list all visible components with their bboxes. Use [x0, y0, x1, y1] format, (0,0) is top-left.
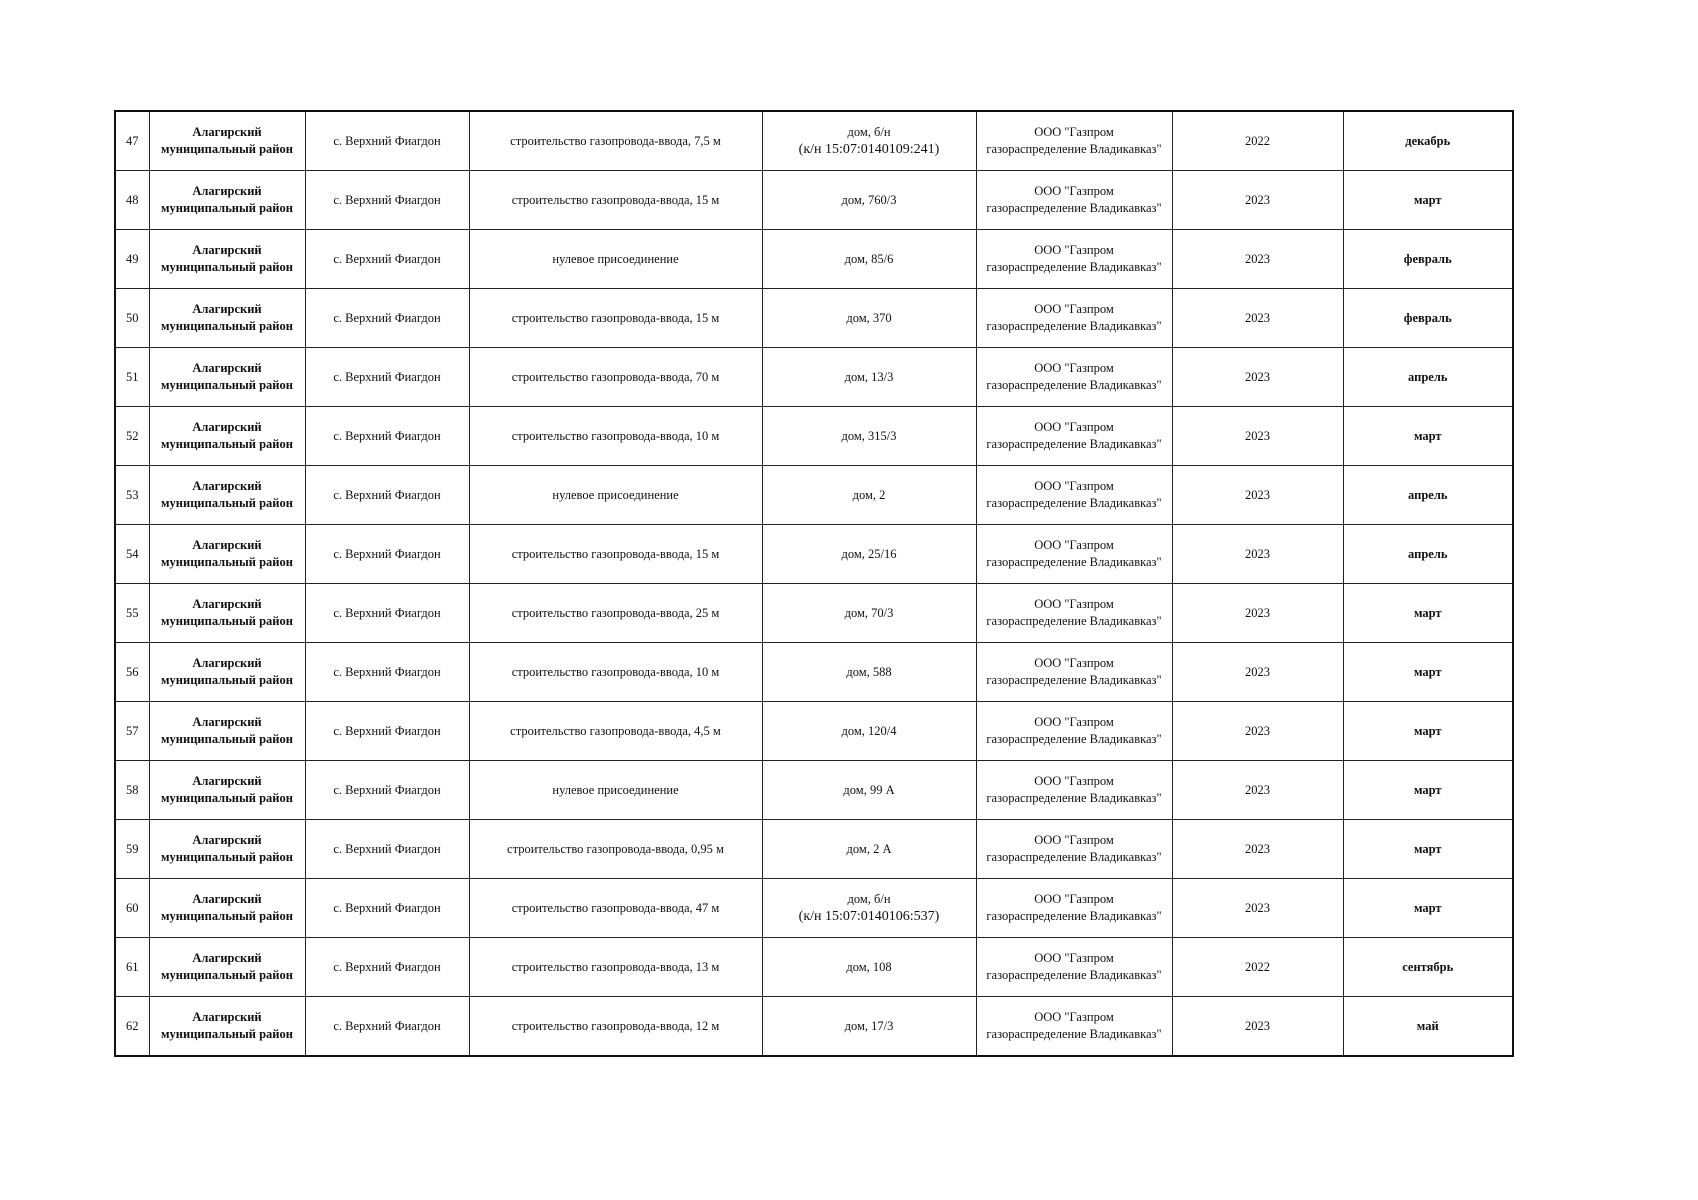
address-cell	[762, 230, 976, 289]
address-text: дом, 17/3	[844, 1018, 894, 1033]
organization-cell	[976, 525, 1172, 584]
address-text: дом, 70/3	[844, 605, 894, 620]
year-cell: 2023	[1172, 348, 1343, 407]
district-type: муниципальный район	[161, 1027, 293, 1041]
address-text: дом, 99 А	[843, 782, 895, 797]
year-cell: 2023	[1172, 820, 1343, 879]
district-name: Алагирский	[192, 243, 262, 257]
organization-name-line-2: газораспределение Владикавказ"	[986, 850, 1162, 864]
month-cell: март	[1343, 761, 1513, 820]
table-row	[115, 407, 1513, 466]
address-cell	[762, 407, 976, 466]
table-row	[115, 230, 1513, 289]
organization-cell	[976, 230, 1172, 289]
organization-name-line-2: газораспределение Владикавказ"	[986, 1027, 1162, 1041]
organization-name-line-1: ООО "Газпром	[1034, 361, 1114, 375]
row-number-cell: 47	[115, 111, 149, 171]
address-text: дом, 120/4	[841, 723, 897, 738]
district-cell	[149, 525, 305, 584]
row-number-cell: 58	[115, 761, 149, 820]
work-description-cell: нулевое присоединение	[469, 230, 762, 289]
organization-name-line-2: газораспределение Владикавказ"	[986, 201, 1162, 215]
year-cell: 2022	[1172, 111, 1343, 171]
row-number-cell: 52	[115, 407, 149, 466]
district-cell	[149, 997, 305, 1057]
organization-name-line-2: газораспределение Владикавказ"	[986, 791, 1162, 805]
year-cell: 2023	[1172, 525, 1343, 584]
table-row	[115, 938, 1513, 997]
organization-name-line-1: ООО "Газпром	[1034, 538, 1114, 552]
district-cell	[149, 702, 305, 761]
row-number-cell: 56	[115, 643, 149, 702]
district-type: муниципальный район	[161, 909, 293, 923]
organization-cell	[976, 348, 1172, 407]
work-description-cell: строительство газопровода-ввода, 4,5 м	[469, 702, 762, 761]
address-cell	[762, 584, 976, 643]
organization-cell	[976, 171, 1172, 230]
organization-cell	[976, 702, 1172, 761]
address-cell	[762, 702, 976, 761]
settlement-cell: с. Верхний Фиагдон	[305, 348, 469, 407]
settlement-cell: с. Верхний Фиагдон	[305, 289, 469, 348]
district-name: Алагирский	[192, 892, 262, 906]
year-cell: 2022	[1172, 938, 1343, 997]
year-cell: 2023	[1172, 879, 1343, 938]
organization-name-line-2: газораспределение Владикавказ"	[986, 614, 1162, 628]
row-number-cell: 55	[115, 584, 149, 643]
organization-name-line-1: ООО "Газпром	[1034, 302, 1114, 316]
work-description-cell: нулевое присоединение	[469, 466, 762, 525]
district-type: муниципальный район	[161, 201, 293, 215]
work-description-cell: строительство газопровода-ввода, 25 м	[469, 584, 762, 643]
organization-cell	[976, 938, 1172, 997]
district-name: Алагирский	[192, 656, 262, 670]
row-number-cell: 51	[115, 348, 149, 407]
settlement-cell: с. Верхний Фиагдон	[305, 761, 469, 820]
organization-name-line-1: ООО "Газпром	[1034, 833, 1114, 847]
year-cell: 2023	[1172, 584, 1343, 643]
district-name: Алагирский	[192, 479, 262, 493]
organization-name-line-2: газораспределение Владикавказ"	[986, 319, 1162, 333]
month-cell: март	[1343, 407, 1513, 466]
row-number-cell: 57	[115, 702, 149, 761]
address-text: дом, 108	[846, 959, 892, 974]
month-cell: март	[1343, 643, 1513, 702]
table-row	[115, 525, 1513, 584]
year-cell: 2023	[1172, 997, 1343, 1057]
organization-name-line-1: ООО "Газпром	[1034, 479, 1114, 493]
organization-name-line-2: газораспределение Владикавказ"	[986, 673, 1162, 687]
organization-name-line-2: газораспределение Владикавказ"	[986, 496, 1162, 510]
address-cell	[762, 171, 976, 230]
organization-cell	[976, 466, 1172, 525]
organization-cell	[976, 289, 1172, 348]
district-name: Алагирский	[192, 302, 262, 316]
district-cell	[149, 938, 305, 997]
settlement-cell: с. Верхний Фиагдон	[305, 997, 469, 1057]
organization-name-line-2: газораспределение Владикавказ"	[986, 555, 1162, 569]
settlement-cell: с. Верхний Фиагдон	[305, 938, 469, 997]
table-row	[115, 643, 1513, 702]
work-description-cell: строительство газопровода-ввода, 47 м	[469, 879, 762, 938]
month-cell: апрель	[1343, 525, 1513, 584]
month-cell: март	[1343, 584, 1513, 643]
organization-cell	[976, 407, 1172, 466]
district-type: муниципальный район	[161, 850, 293, 864]
row-number-cell: 50	[115, 289, 149, 348]
settlement-cell: с. Верхний Фиагдон	[305, 525, 469, 584]
address-cell	[762, 997, 976, 1057]
year-cell: 2023	[1172, 702, 1343, 761]
table-body	[115, 111, 1513, 1056]
month-cell: май	[1343, 997, 1513, 1057]
organization-name-line-2: газораспределение Владикавказ"	[986, 968, 1162, 982]
district-cell	[149, 111, 305, 171]
row-number-cell: 53	[115, 466, 149, 525]
district-cell	[149, 289, 305, 348]
address-cell	[762, 820, 976, 879]
address-text: дом, 588	[846, 664, 892, 679]
district-cell	[149, 407, 305, 466]
district-name: Алагирский	[192, 774, 262, 788]
month-cell: март	[1343, 879, 1513, 938]
work-description-cell: строительство газопровода-ввода, 10 м	[469, 407, 762, 466]
district-name: Алагирский	[192, 597, 262, 611]
settlement-cell: с. Верхний Фиагдон	[305, 702, 469, 761]
settlement-cell: с. Верхний Фиагдон	[305, 230, 469, 289]
table-row	[115, 111, 1513, 171]
district-type: муниципальный район	[161, 732, 293, 746]
organization-cell	[976, 643, 1172, 702]
work-description-cell: строительство газопровода-ввода, 7,5 м	[469, 111, 762, 171]
table-row	[115, 879, 1513, 938]
address-cell	[762, 111, 976, 171]
district-type: муниципальный район	[161, 142, 293, 156]
district-name: Алагирский	[192, 951, 262, 965]
table-row	[115, 761, 1513, 820]
district-name: Алагирский	[192, 420, 262, 434]
organization-cell	[976, 820, 1172, 879]
organization-cell	[976, 761, 1172, 820]
row-number-cell: 49	[115, 230, 149, 289]
district-cell	[149, 230, 305, 289]
address-cell	[762, 466, 976, 525]
organization-name-line-2: газораспределение Владикавказ"	[986, 909, 1162, 923]
month-cell: март	[1343, 702, 1513, 761]
district-type: муниципальный район	[161, 968, 293, 982]
settlement-cell: с. Верхний Фиагдон	[305, 171, 469, 230]
organization-cell	[976, 111, 1172, 171]
table-row	[115, 289, 1513, 348]
organization-cell	[976, 879, 1172, 938]
work-description-cell: строительство газопровода-ввода, 10 м	[469, 643, 762, 702]
district-cell	[149, 348, 305, 407]
organization-name-line-2: газораспределение Владикавказ"	[986, 437, 1162, 451]
address-text: дом, 13/3	[844, 369, 894, 384]
district-name: Алагирский	[192, 125, 262, 139]
address-text: дом, 85/6	[844, 251, 894, 266]
month-cell: март	[1343, 820, 1513, 879]
year-cell: 2023	[1172, 407, 1343, 466]
district-name: Алагирский	[192, 538, 262, 552]
month-cell: март	[1343, 171, 1513, 230]
organization-name-line-1: ООО "Газпром	[1034, 951, 1114, 965]
year-cell: 2023	[1172, 761, 1343, 820]
district-name: Алагирский	[192, 1010, 262, 1024]
settlement-cell: с. Верхний Фиагдон	[305, 643, 469, 702]
table-row	[115, 997, 1513, 1057]
work-description-cell: строительство газопровода-ввода, 12 м	[469, 997, 762, 1057]
district-name: Алагирский	[192, 715, 262, 729]
district-name: Алагирский	[192, 833, 262, 847]
district-cell	[149, 171, 305, 230]
district-type: муниципальный район	[161, 614, 293, 628]
cadastral-number: (к/н 15:07:0140109:241)	[798, 142, 940, 157]
address-cell	[762, 643, 976, 702]
row-number-cell: 59	[115, 820, 149, 879]
year-cell: 2023	[1172, 289, 1343, 348]
district-type: муниципальный район	[161, 496, 293, 510]
district-name: Алагирский	[192, 361, 262, 375]
organization-name-line-1: ООО "Газпром	[1034, 892, 1114, 906]
address-text: дом, б/н	[847, 125, 891, 139]
address-cell	[762, 761, 976, 820]
month-cell: сентябрь	[1343, 938, 1513, 997]
address-cell	[762, 348, 976, 407]
work-description-cell: нулевое присоединение	[469, 761, 762, 820]
work-description-cell: строительство газопровода-ввода, 13 м	[469, 938, 762, 997]
work-description-cell: строительство газопровода-ввода, 70 м	[469, 348, 762, 407]
organization-name-line-2: газораспределение Владикавказ"	[986, 142, 1162, 156]
table-row	[115, 820, 1513, 879]
address-text: дом, 2	[852, 487, 886, 502]
table-row	[115, 171, 1513, 230]
organization-name-line-1: ООО "Газпром	[1034, 774, 1114, 788]
month-cell: февраль	[1343, 289, 1513, 348]
row-number-cell: 61	[115, 938, 149, 997]
row-number-cell: 54	[115, 525, 149, 584]
month-cell: апрель	[1343, 466, 1513, 525]
settlement-cell: с. Верхний Фиагдон	[305, 584, 469, 643]
district-type: муниципальный район	[161, 260, 293, 274]
row-number-cell: 62	[115, 997, 149, 1057]
district-type: муниципальный район	[161, 319, 293, 333]
address-text: дом, 25/16	[841, 546, 897, 561]
district-cell	[149, 584, 305, 643]
district-type: муниципальный район	[161, 673, 293, 687]
district-cell	[149, 820, 305, 879]
address-text: дом, 370	[846, 310, 892, 325]
district-name: Алагирский	[192, 184, 262, 198]
address-text: дом, 2 А	[846, 841, 892, 856]
organization-name-line-1: ООО "Газпром	[1034, 597, 1114, 611]
month-cell: декабрь	[1343, 111, 1513, 171]
month-cell: апрель	[1343, 348, 1513, 407]
organization-name-line-1: ООО "Газпром	[1034, 656, 1114, 670]
organization-name-line-1: ООО "Газпром	[1034, 184, 1114, 198]
row-number-cell: 48	[115, 171, 149, 230]
district-cell	[149, 643, 305, 702]
organization-name-line-2: газораспределение Владикавказ"	[986, 378, 1162, 392]
row-number-cell: 60	[115, 879, 149, 938]
work-description-cell: строительство газопровода-ввода, 15 м	[469, 171, 762, 230]
table-row	[115, 584, 1513, 643]
district-type: муниципальный район	[161, 555, 293, 569]
address-text: дом, б/н	[847, 892, 891, 906]
address-text: дом, 315/3	[841, 428, 897, 443]
district-type: муниципальный район	[161, 791, 293, 805]
table-row	[115, 466, 1513, 525]
year-cell: 2023	[1172, 643, 1343, 702]
address-cell	[762, 879, 976, 938]
cadastral-number: (к/н 15:07:0140106:537)	[798, 909, 940, 924]
settlement-cell: с. Верхний Фиагдон	[305, 466, 469, 525]
table-row	[115, 702, 1513, 761]
district-type: муниципальный район	[161, 378, 293, 392]
address-cell	[762, 525, 976, 584]
work-description-cell: строительство газопровода-ввода, 15 м	[469, 289, 762, 348]
organization-name-line-1: ООО "Газпром	[1034, 125, 1114, 139]
work-description-cell: строительство газопровода-ввода, 15 м	[469, 525, 762, 584]
organization-name-line-1: ООО "Газпром	[1034, 1010, 1114, 1024]
organization-name-line-1: ООО "Газпром	[1034, 420, 1114, 434]
district-type: муниципальный район	[161, 437, 293, 451]
district-cell	[149, 761, 305, 820]
organization-cell	[976, 997, 1172, 1057]
district-cell	[149, 879, 305, 938]
organization-name-line-2: газораспределение Владикавказ"	[986, 732, 1162, 746]
table-row	[115, 348, 1513, 407]
address-cell	[762, 289, 976, 348]
organization-name-line-1: ООО "Газпром	[1034, 243, 1114, 257]
address-cell	[762, 938, 976, 997]
settlement-cell: с. Верхний Фиагдон	[305, 879, 469, 938]
year-cell: 2023	[1172, 466, 1343, 525]
settlement-cell: с. Верхний Фиагдон	[305, 820, 469, 879]
district-cell	[149, 466, 305, 525]
year-cell: 2023	[1172, 230, 1343, 289]
organization-cell	[976, 584, 1172, 643]
organization-name-line-1: ООО "Газпром	[1034, 715, 1114, 729]
settlement-cell: с. Верхний Фиагдон	[305, 407, 469, 466]
organization-name-line-2: газораспределение Владикавказ"	[986, 260, 1162, 274]
settlement-cell: с. Верхний Фиагдон	[305, 111, 469, 171]
month-cell: февраль	[1343, 230, 1513, 289]
year-cell: 2023	[1172, 171, 1343, 230]
gas-connection-table	[114, 110, 1514, 1057]
address-text: дом, 760/3	[841, 192, 897, 207]
work-description-cell: строительство газопровода-ввода, 0,95 м	[469, 820, 762, 879]
